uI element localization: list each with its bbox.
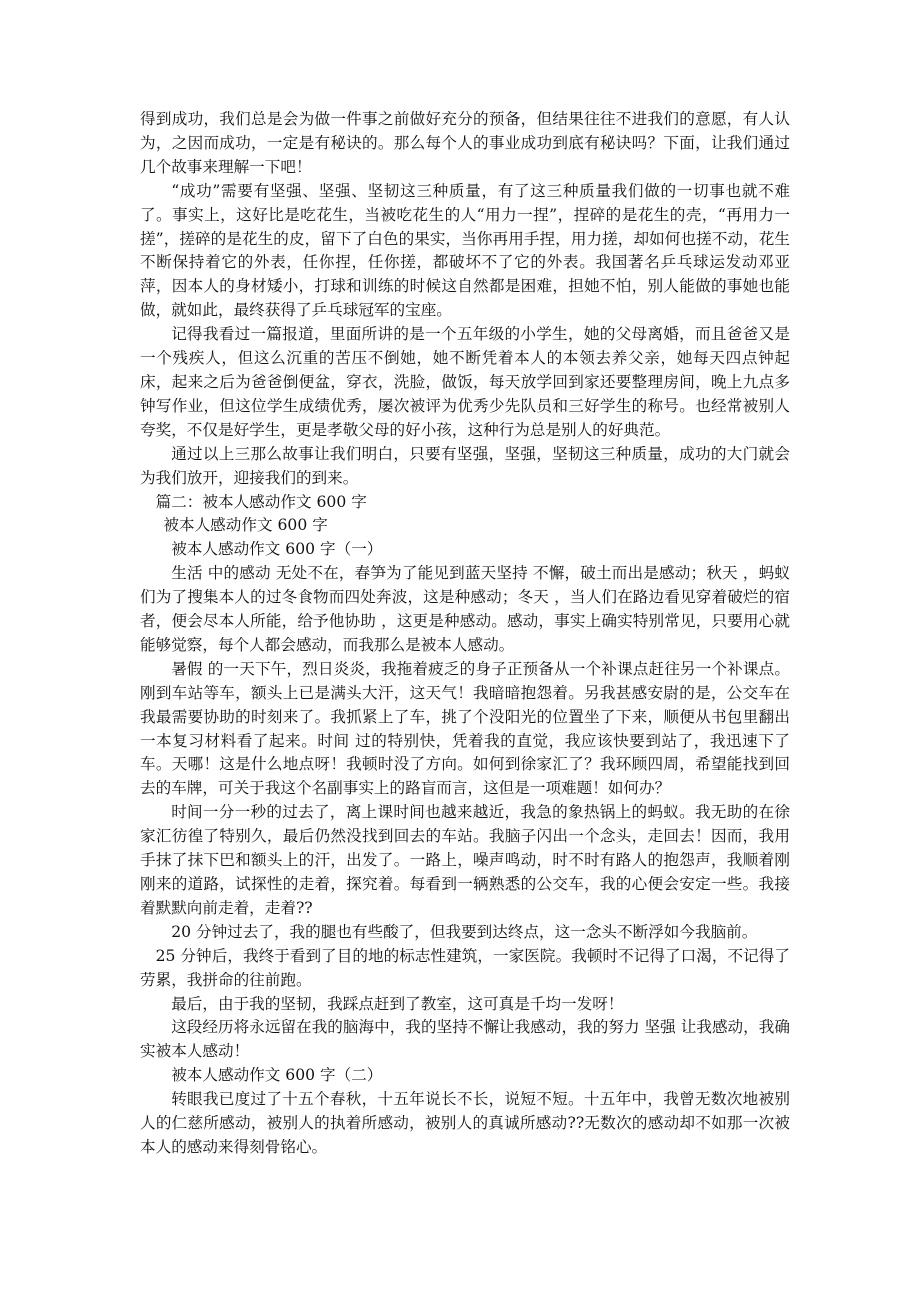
paragraph-success-qualities: “成功”需要有坚强、坚强、坚韧这三种质量，有了这三种质量我们做的一切事也就不难了。事实上，这好比是吃花生，当被吃花生的人“用力一捏”，捏碎的是花生的壳，“再用力一搓”，搓碎的是花生的皮，留下了白色的果实，当你再用手捏，用力搓，却如何也搓不动，花生不断保持着它的外表，任你捏，任你搓，都破坏不了它的外表。我国著名乒乓球运发动邓亚萍，因本人的身材矮小，打球和训练的时候这自然都是困难，担她不怕，别人能做的事她也能做，就如此，最终获得了乒乓球冠军的宝座。 [140, 181, 790, 320]
paragraph-twenty-minutes: 20 分钟过去了，我的腿也有些酸了，但我要到达终点，这一念头不断浮如今我脑前。 [171, 922, 758, 941]
essay-one-title: 被本人感动作文 600 字（一） [171, 540, 383, 559]
paragraph-twenty-five-minutes: 25 分钟后，我终于看到了目的地的标志性建筑，一家医院。我顿时不记得了口渴，不记得了劳累，我拼命的往前跑。 [140, 946, 790, 989]
document-page [140, 108, 790, 1160]
section-heading-part-two: 篇二：被本人感动作文 600 字 [155, 492, 367, 511]
paragraph-conclusion: 通过以上三那么故事让我们明白，只要有坚强，坚强，坚韧这三种质量，成功的大门就会为我们放开，迎接我们的到来。 [140, 444, 790, 487]
essay-two-title: 被本人感动作文 600 字（二） [171, 1066, 383, 1085]
paragraph-summer-afternoon: 暑假 的一天下午，烈日炎炎，我拖着疲乏的身子正预备从一个补课点赶往另一个补课点。刚到车站等车，额头上已是满头大汗，这天气！我暗暗抱怨着。另我甚感安尉的是，公交车在我最需要协助的时刻来了。我抓紧上了车，挑了个没阳光的位置坐了下来，顺便从书包里翻出一本复习材料看了起来。时间 过的特别快，凭着我的直觉，我应该快要到站了，我迅速下了车。天哪！这是什么地点呀！我顿时没了方向。如何到徐家汇了？我环顾四周，希望能找到回去的车牌，可关于我这个名副事实上的路盲而言，这但是一项难题！如何办？ [140, 659, 790, 798]
paragraph-moving-everywhere: 生活 中的感动 无处不在，春笋为了能见到蓝天坚持 不懈，破土而出是感动；秋天 ，蚂蚁们为了搜集本人的过冬食物而四处奔波，这是种感动；冬天 ，当人们在路边看见穿着破烂的宿者，便会尽本人所能，给予他协助 ，这更是种感动。感动，事实上确实特别常见，只要用心就能够觉察，每个人都会感动，而我那么是被本人感动。 [140, 564, 790, 654]
paragraph-finally: 最后，由于我的坚韧，我踩点赶到了教室，这可真是千均一发呀！ [171, 994, 624, 1013]
article-title: 被本人感动作文 600 字 [163, 516, 328, 535]
paragraph-fifteen-springs: 转眼我已度过了十五个春秋，十五年说长不长，说短不短。十五年中，我曾无数次地被别人的仁慈所感动，被别人的执着所感动，被别人的真诚所感动??无数次的感动却不如那一次被本人的感动来得刻骨铭心。 [140, 1090, 790, 1156]
paragraph-experience: 这段经历将永远留在我的脑海中，我的坚持不懈让我感动，我的努力 坚强 让我感动，我确实被本人感动！ [140, 1018, 790, 1061]
paragraph-report-story: 记得我看过一篇报道，里面所讲的是一个五年级的小学生，她的父母离婚，而且爸爸又是一个残疾人，但这么沉重的苦压不倒她，她不断凭着本人的本领去养父亲，她每天四点钟起床，起来之后为爸爸倒便盆，穿衣，洗脸，做饭，每天放学回到家还要整理房间，晚上九点多钟写作业，但这位学生成绩优秀，屡次被评为优秀少先队员和三好学生的称号。也经常被别人夸奖，不仅是好学生，更是孝敬父母的好小孩，这种行为总是别人的好典范。 [140, 325, 790, 439]
paragraph-walking-back: 时间一分一秒的过去了，离上课时间也越来越近，我急的象热锅上的蚂蚁。我无助的在徐家汇彷徨了特别久，最后仍然没找到回去的车站。我脑子闪出一个念头，走回去！因而，我用手抹了抹下巴和额头上的汗，出发了。一路上，噪声鸣动，时不时有路人的抱怨声，我顺着刚刚来的道路，试探性的走着，探究着。每看到一辆熟悉的公交车，我的心便会安定一些。我接着默默向前走着，走着?? [140, 803, 790, 917]
paragraph-intro: 得到成功，我们总是会为做一件事之前做好充分的预备，但结果往往不进我们的意愿，有人认为，之因而成功，一定是有秘诀的。那么每个人的事业成功到底有秘诀吗？下面，让我们通过几个故事来理解一下吧！ [140, 110, 790, 176]
